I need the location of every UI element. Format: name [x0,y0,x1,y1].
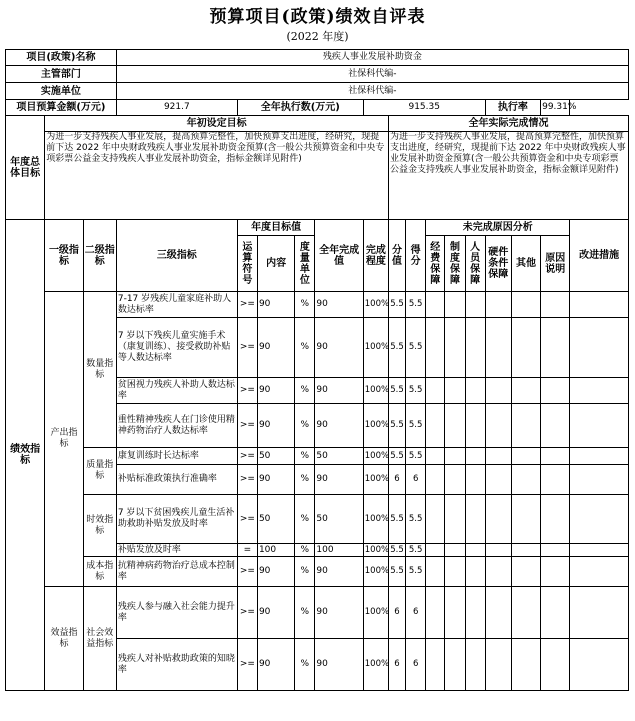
col-completion: 完成程度 [363,220,388,292]
actual-goal-header: 全年实际完成情况 [388,116,628,132]
col-reason-system: 制度保障 [445,236,465,292]
impl-value: 社保科代编- [116,83,628,100]
indicator-weight: 5.5 [388,448,405,465]
page-title: 预算项目(政策)绩效自评表 [209,7,426,27]
indicator-operator: >= [237,292,257,318]
indicator-actual: 90 [315,557,363,587]
indicator-actual: 50 [315,495,363,544]
indicator-score: 5.5 [406,318,426,378]
indicator-name: 康复训练时长达标率 [116,448,237,465]
indicator-score: 5.5 [406,557,426,587]
indicator-target: 90 [257,587,294,639]
indicator-weight: 5.5 [388,318,405,378]
indicator-score: 5.5 [406,448,426,465]
group-cost: 成本指标 [83,557,116,587]
budget-label: 项目预算金额(万元) [6,100,117,116]
indicator-name: 残疾人对补贴救助政策的知晓率 [116,639,237,691]
indicator-target: 90 [257,557,294,587]
indicator-name: 7 岁以下贫困残疾儿童生活补助救助补贴发放及时率 [116,495,237,544]
col-score-value: 分值 [388,220,405,292]
col-content: 内容 [257,236,294,292]
indicator-operator: >= [237,557,257,587]
dept-value: 社保科代编- [116,66,628,83]
indicator-name: 抗精神病药物治疗总成本控制率 [116,557,237,587]
indicator-actual: 50 [315,448,363,465]
indicator-target: 90 [257,292,294,318]
indicator-target: 50 [257,448,294,465]
indicator-target: 90 [257,639,294,691]
col-reason-staff: 人员保障 [465,236,485,292]
indicator-name: 7 岁以下残疾儿童实施手术（康复训练）、接受救助补贴等人数达标率 [116,318,237,378]
indicator-completion: 100% [363,465,388,495]
indicator-weight: 5.5 [388,404,405,448]
indicator-operator: = [237,544,257,557]
col-level3: 三级指标 [116,220,237,292]
indicator-name: 7-17 岁残疾儿童家庭补助人数达标率 [116,292,237,318]
indicator-completion: 100% [363,495,388,544]
goals-section-label: 年度总体目标 [6,116,45,220]
dept-label: 主管部门 [6,66,117,83]
initial-goal-header: 年初设定目标 [45,116,389,132]
indicator-score: 5.5 [406,378,426,404]
actual-goal-text: 为进一步支持残疾人事业发展，提高预算完整性，加快预算支出进度，经研究，现提前下达 2022 年中央财政残疾人事业发展补助资金预算(含一般公共预算资金和中央专项彩票公益金支持残疾人事业发展补助资金，指标金额详见附件) [388,132,628,220]
indicator-unit: % [295,495,315,544]
indicator-target: 90 [257,404,294,448]
indicator-actual: 90 [315,292,363,318]
col-unit: 度量单位 [295,236,315,292]
indicator-weight: 6 [388,639,405,691]
indicator-weight: 6 [388,465,405,495]
indicator-target: 100 [257,544,294,557]
col-reason-other: 其他 [511,236,540,292]
indicator-operator: >= [237,448,257,465]
indicator-completion: 100% [363,292,388,318]
indicator-weight: 5.5 [388,495,405,544]
exec-label: 全年执行数(万元) [237,100,363,116]
impl-label: 实施单位 [6,83,117,100]
indicator-operator: >= [237,318,257,378]
indicator-unit: % [295,318,315,378]
col-actual: 全年完成值 [315,220,363,292]
indicator-weight: 5.5 [388,557,405,587]
col-reason-funding: 经费保障 [426,236,445,292]
group-benefit: 效益指标 [45,587,83,691]
indicator-actual: 90 [315,587,363,639]
indicator-name: 补贴标准政策执行准确率 [116,465,237,495]
indicator-unit: % [295,292,315,318]
col-reason-hardware: 硬件条件保障 [485,236,511,292]
indicator-completion: 100% [363,448,388,465]
indicator-operator: >= [237,495,257,544]
group-quality: 质量指标 [83,448,116,495]
indicator-unit: % [295,378,315,404]
indicator-target: 90 [257,378,294,404]
group-timeliness: 时效指标 [83,495,116,557]
indicator-completion: 100% [363,404,388,448]
indicator-name: 重性精神残疾人在门诊使用精神药物治疗人数达标率 [116,404,237,448]
indicator-completion: 100% [363,318,388,378]
indicator-target: 90 [257,465,294,495]
col-target-group: 年度目标值 [237,220,315,236]
exec-value: 915.35 [363,100,485,116]
indicator-completion: 100% [363,587,388,639]
report-year: (2022 年度) [286,30,349,43]
indicators-section-label: 绩效指标 [6,220,45,691]
indicator-name: 残疾人参与融入社会能力提升率 [116,587,237,639]
indicator-unit: % [295,557,315,587]
indicator-actual: 90 [315,318,363,378]
group-output: 产出指标 [45,292,83,587]
indicator-operator: >= [237,404,257,448]
project-name-label: 项目(政策)名称 [6,50,117,66]
indicator-operator: >= [237,378,257,404]
indicator-actual: 90 [315,404,363,448]
col-improve: 改进措施 [570,220,629,292]
indicator-target: 90 [257,318,294,378]
budget-value: 921.7 [116,100,237,116]
indicator-target: 50 [257,495,294,544]
rate-label: 执行率 [485,100,540,116]
indicator-score: 5.5 [406,544,426,557]
indicator-score: 5.5 [406,404,426,448]
indicator-actual: 90 [315,639,363,691]
indicator-score: 5.5 [406,292,426,318]
indicator-unit: % [295,448,315,465]
col-reason-desc: 原因说明 [541,236,570,292]
indicator-unit: % [295,587,315,639]
indicator-unit: % [295,404,315,448]
indicator-completion: 100% [363,639,388,691]
group-quantity: 数量指标 [83,292,116,448]
col-score: 得分 [406,220,426,292]
indicator-completion: 100% [364,544,390,555]
col-reason-group: 未完成原因分析 [426,220,570,236]
col-operator: 运算符号 [237,236,257,292]
indicator-completion: 100% [363,378,388,404]
indicator-score: 6 [406,587,426,639]
indicator-operator: >= [237,639,257,691]
indicator-completion: 100% [363,557,388,587]
indicator-actual: 90 [315,465,363,495]
indicator-score: 6 [406,639,426,691]
indicator-actual: 100 [315,544,363,557]
project-name-value: 残疾人事业发展补助资金 [116,50,628,66]
indicator-weight: 6 [388,587,405,639]
col-level2: 二级指标 [83,220,116,292]
col-level1: 一级指标 [45,220,83,292]
initial-goal-text: 为进一步支持残疾人事业发展，提高预算完整性，加快预算支出进度，经研究，现提前下达 2022 年中央财政残疾人事业发展补助资金预算(含一般公共预算资金和中央专项彩票公益金支持残疾人事业发展补助资金，指标金额详见附件) [45,132,389,220]
rate-value: 99.31% [541,100,570,116]
indicator-operator: >= [237,587,257,639]
performance-table [5,49,629,691]
indicator-score: 6 [406,465,426,495]
indicator-actual: 90 [315,378,363,404]
indicator-weight: 5.5 [388,292,405,318]
indicator-name: 补贴发放及时率 [116,544,237,557]
indicator-weight: 5.5 [388,378,405,404]
indicator-score: 5.5 [406,495,426,544]
indicator-operator: >= [237,465,257,495]
indicator-unit: % [295,544,315,557]
indicator-name: 贫困视力残疾人补助人数达标率 [116,378,237,404]
indicator-unit: % [295,465,315,495]
indicator-unit: % [295,639,315,691]
group-social: 社会效益指标 [83,587,116,691]
indicator-weight: 5.5 [390,544,404,555]
